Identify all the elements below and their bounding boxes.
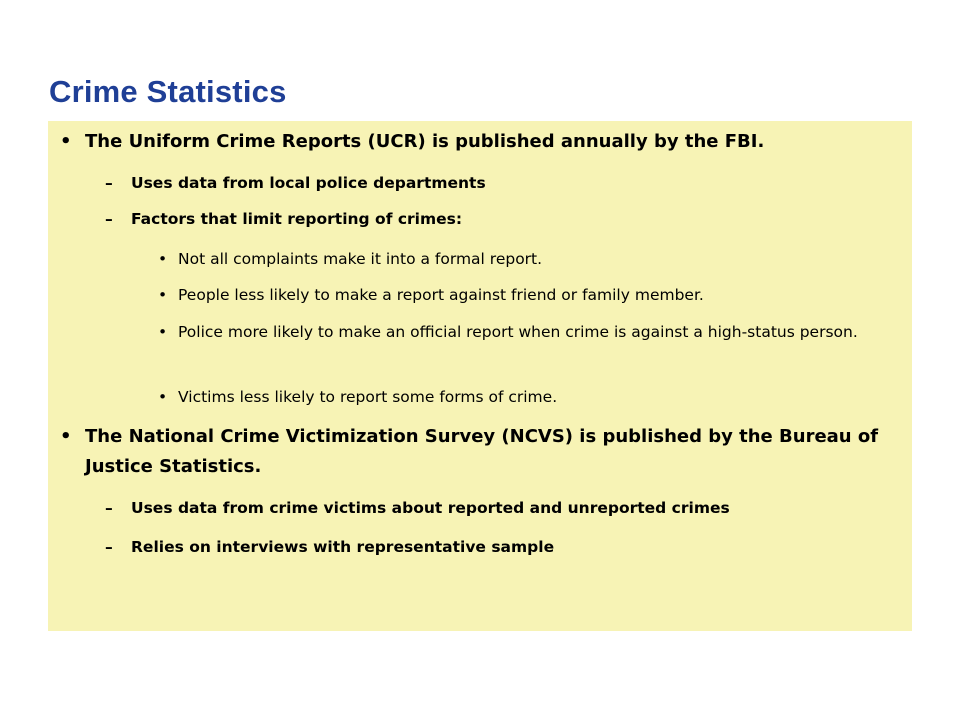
bullet-marker: •	[158, 323, 168, 341]
bullet-marker: •	[60, 131, 72, 152]
factor-item-complaints	[158, 247, 898, 271]
sub-item-text: Uses data from crime victims about reported and unreported crimes	[131, 499, 730, 517]
bullet-text: The National Crime Victimization Survey (NCVS) is published by the Bureau of Justice Statistics.	[85, 426, 879, 477]
sub-item-interviews	[105, 535, 885, 559]
bullet-marker: •	[60, 426, 72, 447]
bullet-marker: •	[158, 250, 168, 268]
factor-item-text: People less likely to make a report against friend or family member.	[178, 286, 704, 304]
bullet-text: The Uniform Crime Reports (UCR) is published annually by the FBI.	[85, 131, 765, 152]
dash-marker: –	[105, 538, 113, 556]
sub-item-local-police	[105, 171, 885, 195]
factor-item-text: Victims less likely to report some forms of crime.	[178, 388, 558, 406]
bullet-marker: •	[158, 388, 168, 406]
sub-item-text: Relies on interviews with representative sample	[131, 538, 555, 556]
dash-marker: –	[105, 499, 113, 517]
bullet-ucr	[60, 127, 890, 157]
sub-item-text: Factors that limit reporting of crimes:	[131, 210, 463, 228]
sub-item-text: Uses data from local police departments	[131, 174, 486, 192]
content-box	[48, 121, 912, 631]
factor-item-text: Not all complaints make it into a formal report.	[178, 250, 543, 268]
sub-item-crime-victims	[105, 496, 885, 520]
dash-marker: –	[105, 174, 113, 192]
factor-item-victims	[158, 385, 898, 409]
bullet-marker: •	[158, 286, 168, 304]
sub-item-limiting-factors	[105, 207, 885, 231]
dash-marker: –	[105, 210, 113, 228]
slide-title: Crime Statistics	[49, 74, 287, 109]
factor-item-high-status	[158, 320, 898, 344]
bullet-ncvs	[60, 422, 890, 482]
factor-item-text: Police more likely to make an official report when crime is against a high-status person.	[178, 323, 858, 341]
factor-item-friend-family	[158, 283, 898, 307]
